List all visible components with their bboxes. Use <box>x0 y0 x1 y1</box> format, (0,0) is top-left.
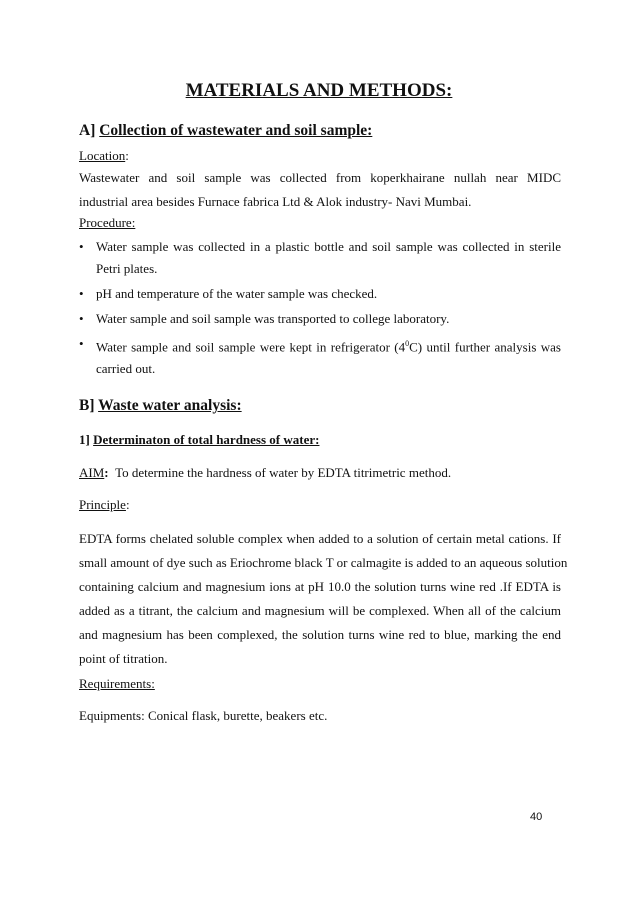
bullet-icon: • <box>79 286 84 301</box>
equipments-text: Equipments: Conical flask, burette, beakers etc. <box>79 708 328 723</box>
principle-line-4: added as a titrant, the calcium and magnesium will be complexed. When all of the calcium <box>79 603 561 618</box>
principle-line-3: containing calcium and magnesium ions at pH 10.0 the solution turns wine red .If EDTA is <box>79 579 561 594</box>
principle-label: Principle <box>79 497 126 512</box>
location-label: Location <box>79 148 126 163</box>
degree-superscript: 0 <box>405 339 410 348</box>
section-a-heading <box>79 122 372 140</box>
page-title: MATERIALS AND METHODS: <box>185 80 453 101</box>
list-item-text-line-2: Petri plates. <box>96 261 158 276</box>
bullet-icon: • <box>79 336 84 351</box>
list-item <box>79 308 561 330</box>
location-label-line <box>79 148 129 164</box>
list-item-text-line-2: carried out. <box>96 361 156 377</box>
section-b-heading <box>79 397 242 415</box>
requirements-label: Requirements: <box>79 676 155 691</box>
principle-line-1: EDTA forms chelated soluble complex when added to a solution of certain metal cations. If <box>79 531 561 546</box>
subsection-title: Determinaton of total hardness of water: <box>93 432 320 447</box>
location-text-line-2: industrial area besides Furnace fabrica Ltd & Alok industry- Navi Mumbai. <box>79 194 472 209</box>
list-item <box>79 333 561 380</box>
principle-line-2: small amount of dye such as Eriochrome black T or calmagite is added to an aqueous solution <box>79 555 568 570</box>
section-b-title: Waste water analysis: <box>98 397 242 414</box>
principle-line-5: and magnesium has been complexed, the solution turns wine red to blue, marking the end <box>79 627 561 642</box>
list-item-text-part-b: C) until further analysis was <box>409 339 561 355</box>
list-item-text-part-a: Water sample and soil sample were kept in refrigerator (4 <box>96 339 406 355</box>
principle-paragraph <box>79 527 568 671</box>
principle-label-line <box>79 497 130 513</box>
list-item-text-line-1: Water sample was collected in a plastic bottle and soil sample was collected in sterile <box>96 239 561 254</box>
list-item-text-line-1 <box>96 333 561 358</box>
bullet-icon: • <box>79 311 84 326</box>
aim-line <box>79 465 451 481</box>
subsection-prefix: 1] <box>79 432 94 447</box>
list-item-text: pH and temperature of the water sample was checked. <box>96 286 378 301</box>
principle-colon: : <box>125 497 130 512</box>
section-b-prefix: B] <box>79 397 99 414</box>
aim-label: AIM <box>79 465 105 480</box>
bullet-icon: • <box>79 239 84 254</box>
subsection-heading <box>79 432 319 448</box>
procedure-list <box>79 236 561 383</box>
list-item-text: Water sample and soil sample was transported to college laboratory. <box>96 311 450 326</box>
principle-line-6: point of titration. <box>79 651 168 666</box>
aim-colon: : <box>104 465 109 480</box>
list-item <box>79 283 561 305</box>
location-colon: : <box>125 148 129 163</box>
section-a-title: Collection of wastewater and soil sample: <box>99 122 373 139</box>
list-item <box>79 236 561 280</box>
procedure-label: Procedure: <box>79 215 136 230</box>
page-number: 40 <box>530 811 543 823</box>
section-a-prefix: A] <box>79 122 100 139</box>
aim-text: To determine the hardness of water by EDTA titrimetric method. <box>115 465 452 480</box>
location-text-line-1: Wastewater and soil sample was collected from koperkhairane nullah near MIDC <box>79 170 561 185</box>
